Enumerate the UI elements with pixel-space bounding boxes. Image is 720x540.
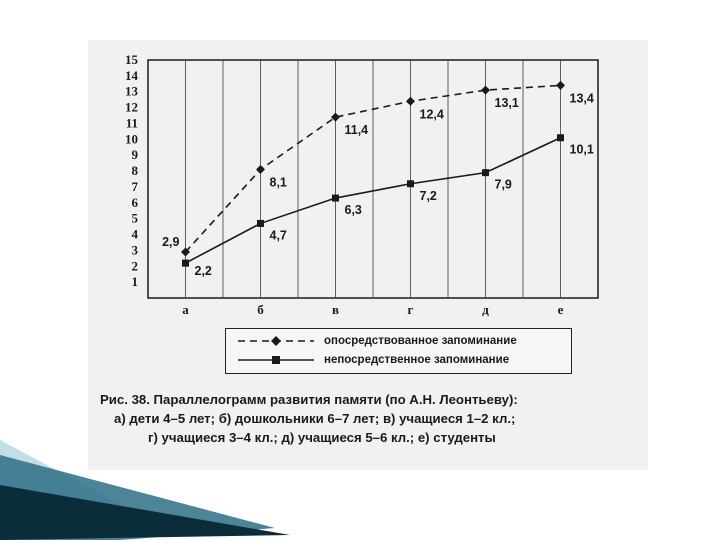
y-tick-label: 3 bbox=[131, 242, 138, 258]
x-tick-label: г bbox=[407, 302, 414, 317]
data-label: 12,4 bbox=[419, 107, 444, 122]
data-label-layer bbox=[162, 91, 594, 278]
y-tick-label: 2 bbox=[131, 258, 138, 274]
y-tick-label: 4 bbox=[131, 226, 138, 242]
decor-shape-dark bbox=[0, 485, 290, 540]
legend bbox=[225, 328, 572, 374]
data-label: 13,4 bbox=[569, 91, 594, 106]
data-label: 4,7 bbox=[269, 228, 287, 243]
data-label: 8,1 bbox=[269, 175, 287, 190]
data-label: 7,9 bbox=[494, 177, 512, 192]
data-point-marker bbox=[332, 195, 339, 202]
legend-label-mediated: опосредствованное запоминание bbox=[324, 335, 517, 347]
data-point-marker bbox=[407, 180, 414, 187]
figure-caption bbox=[100, 390, 645, 447]
data-point-marker bbox=[556, 81, 565, 90]
y-tick-label: 11 bbox=[125, 115, 138, 131]
y-tick-label: 1 bbox=[131, 274, 138, 290]
data-label: 6,3 bbox=[344, 203, 362, 218]
x-axis-ticks bbox=[182, 302, 563, 317]
x-tick-label: б bbox=[257, 302, 264, 317]
y-tick-label: 7 bbox=[131, 178, 138, 194]
x-tick-label: в bbox=[331, 302, 340, 317]
data-label: 10,1 bbox=[569, 142, 594, 157]
dashed-diamond-line-icon bbox=[236, 334, 316, 348]
data-point-marker bbox=[406, 97, 415, 106]
legend-item-mediated bbox=[236, 332, 517, 350]
caption-line-1: Рис. 38. Параллелограмм развития памяти (по А.Н. Леонтьеву): bbox=[100, 392, 518, 407]
x-tick-label: а bbox=[182, 302, 189, 317]
y-tick-label: 5 bbox=[131, 210, 138, 226]
y-tick-label: 9 bbox=[131, 147, 138, 163]
slide-decoration bbox=[0, 440, 290, 540]
legend-item-direct bbox=[236, 351, 509, 369]
y-tick-label: 10 bbox=[125, 131, 138, 147]
y-tick-label: 8 bbox=[131, 163, 138, 179]
x-tick-label: д bbox=[482, 302, 489, 317]
data-label: 7,2 bbox=[419, 188, 437, 203]
y-tick-label: 14 bbox=[125, 67, 138, 83]
y-axis-ticks bbox=[125, 52, 139, 289]
data-point-marker bbox=[182, 260, 189, 267]
data-point-marker bbox=[482, 169, 489, 176]
y-tick-label: 15 bbox=[125, 52, 138, 67]
data-point-marker bbox=[481, 86, 490, 95]
data-label: 11,4 bbox=[344, 123, 369, 138]
y-tick-label: 12 bbox=[125, 99, 138, 115]
solid-square-line-icon bbox=[236, 353, 316, 367]
data-label: 2,2 bbox=[194, 264, 212, 279]
data-point-marker bbox=[256, 165, 265, 174]
legend-label-direct: непосредственное запоминание bbox=[324, 354, 510, 366]
y-tick-label: 13 bbox=[125, 83, 138, 99]
x-tick-label: е bbox=[557, 302, 564, 317]
data-label: 13,1 bbox=[494, 96, 519, 111]
data-point-marker bbox=[257, 220, 264, 227]
data-label: 2,9 bbox=[162, 234, 180, 249]
y-tick-label: 6 bbox=[131, 194, 138, 210]
data-point-marker bbox=[557, 134, 564, 141]
caption-line-3: г) учащиеся 3–4 кл.; д) учащиеся 5–6 кл.; е) студенты bbox=[148, 430, 496, 445]
caption-line-2: а) дети 4–5 лет; б) дошкольники 6–7 лет; в) учащиеся 1–2 кл.; bbox=[114, 411, 516, 426]
